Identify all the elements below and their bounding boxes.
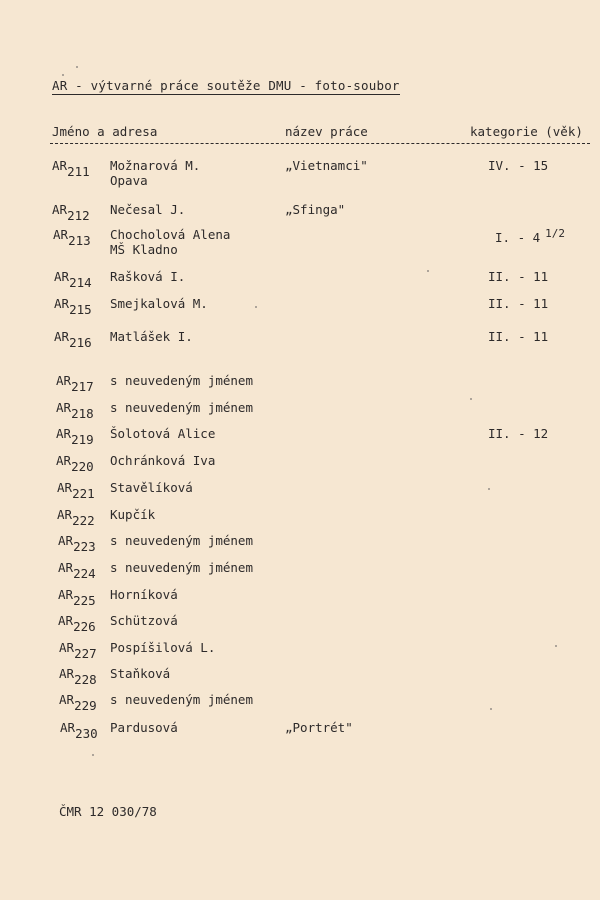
entry-name-block <box>110 373 253 388</box>
entry-code-number: 230 <box>75 726 98 741</box>
entry-code-number: 221 <box>72 486 95 501</box>
entry-code <box>54 329 92 350</box>
entry-category <box>488 329 548 344</box>
entry-code-prefix: AR <box>57 507 73 522</box>
entry-name: Horníková <box>110 587 178 602</box>
entry-code-number: 218 <box>71 406 94 421</box>
entry-name: Staňková <box>110 666 171 681</box>
entry-code-prefix: AR <box>59 692 75 707</box>
paper-speck <box>92 754 94 756</box>
entry-name-block <box>110 640 215 655</box>
entry-category-text: II. - 11 <box>488 296 549 311</box>
column-header-work: název práce <box>285 124 368 139</box>
document-title: AR - výtvarné práce soutěže DMU - foto-soubor <box>52 78 400 93</box>
entry-code <box>59 640 97 661</box>
entry-code-prefix: AR <box>58 613 74 628</box>
entry-code-number: 220 <box>71 459 94 474</box>
entry-code <box>58 613 96 634</box>
entry-code-prefix: AR <box>56 400 72 415</box>
entry-code <box>57 480 95 501</box>
footer-reference: ČMR 12 030/78 <box>59 804 157 819</box>
entry-category <box>495 227 565 245</box>
entry-category <box>488 269 548 284</box>
entry-name: Rašková I. <box>110 269 186 284</box>
entry-code-prefix: AR <box>59 640 75 655</box>
entry-name: s neuvedeným jménem <box>110 560 253 575</box>
entry-name: s neuvedeným jménem <box>110 373 253 388</box>
entry-code-number: 224 <box>73 566 96 581</box>
entry-name: Chocholová Alena <box>110 227 231 242</box>
entry-name-block <box>110 507 155 522</box>
entry-code-prefix: AR <box>52 158 68 173</box>
entry-code-number: 214 <box>69 275 92 290</box>
entry-code-number: 225 <box>73 593 96 608</box>
entry-name: Stavělíková <box>110 480 193 495</box>
entry-address: Opava <box>110 173 148 188</box>
entry-code-prefix: AR <box>60 720 76 735</box>
entry-code <box>53 227 91 248</box>
paper-speck <box>490 708 492 710</box>
entry-code-prefix: AR <box>54 269 70 284</box>
entry-name: Možnarová M. <box>110 158 201 173</box>
entry-code <box>58 533 96 554</box>
entry-code-prefix: AR <box>56 453 72 468</box>
paper-speck <box>555 645 557 647</box>
paper-speck <box>488 488 490 490</box>
entry-name: Šolotová Alice <box>110 426 216 441</box>
entry-category <box>488 158 548 173</box>
entry-code-number: 228 <box>74 672 97 687</box>
entry-name-block <box>110 269 185 284</box>
paper-speck <box>470 398 472 400</box>
entry-code <box>52 202 90 223</box>
entry-code <box>52 158 90 179</box>
entry-name-block <box>110 720 178 735</box>
entry-code-prefix: AR <box>59 666 75 681</box>
entry-code-prefix: AR <box>56 426 72 441</box>
entry-category-text: IV. - 15 <box>488 158 549 173</box>
entry-code <box>56 453 94 474</box>
entry-code <box>56 373 94 394</box>
entry-code-number: 222 <box>72 513 95 528</box>
entry-name-block <box>110 329 193 344</box>
entry-code-prefix: AR <box>58 587 74 602</box>
entry-name: Smejkalová M. <box>110 296 208 311</box>
entry-name-block <box>110 202 185 217</box>
entry-code-prefix: AR <box>54 329 70 344</box>
entry-code <box>57 507 95 528</box>
entry-code-prefix: AR <box>56 373 72 388</box>
entry-code-number: 211 <box>67 164 90 179</box>
entry-name-block <box>110 613 178 628</box>
entry-code-number: 212 <box>67 208 90 223</box>
entry-name: Schützová <box>110 613 178 628</box>
entry-code-number: 215 <box>69 302 92 317</box>
entry-name: s neuvedeným jménem <box>110 400 253 415</box>
entry-name: Kupčík <box>110 507 156 522</box>
entry-category <box>488 296 548 311</box>
entry-code <box>60 720 98 741</box>
column-header-category: kategorie (věk) <box>470 124 583 139</box>
entry-code <box>54 296 92 317</box>
entry-name: Nečesal J. <box>110 202 186 217</box>
entry-name-block <box>110 426 215 441</box>
entry-address: MŠ Kladno <box>110 242 178 257</box>
paper-speck <box>76 66 78 68</box>
entry-name: s neuvedeným jménem <box>110 692 253 707</box>
entry-code <box>56 400 94 421</box>
entry-name: Pospíšilová L. <box>110 640 216 655</box>
entry-code-number: 216 <box>69 335 92 350</box>
entry-name-block <box>110 533 253 548</box>
entry-code-prefix: AR <box>54 296 70 311</box>
entry-code-number: 227 <box>74 646 97 661</box>
entry-name-block <box>110 666 170 681</box>
entry-name-block <box>110 587 178 602</box>
entry-name: Matlášek I. <box>110 329 193 344</box>
entry-name: s neuvedeným jménem <box>110 533 253 548</box>
entry-name: Pardusová <box>110 720 178 735</box>
entry-name-block <box>110 692 253 707</box>
entry-category-text: II. - 12 <box>488 426 549 441</box>
entry-category-text: I. - 4 <box>495 230 541 245</box>
entry-code-prefix: AR <box>52 202 68 217</box>
entry-code <box>58 587 96 608</box>
entry-code <box>58 560 96 581</box>
entry-category <box>488 426 548 441</box>
entry-code-prefix: AR <box>57 480 73 495</box>
entry-code <box>54 269 92 290</box>
entry-category-fraction: 1/2 <box>545 227 566 240</box>
entry-code <box>56 426 94 447</box>
entry-code <box>59 692 97 713</box>
entry-code <box>59 666 97 687</box>
column-header-name: Jméno a adresa <box>52 124 158 139</box>
entry-name: Ochránková Iva <box>110 453 216 468</box>
paper-speck <box>255 306 257 308</box>
entry-code-prefix: AR <box>58 560 74 575</box>
entry-name-block <box>110 158 200 188</box>
entry-name-block <box>110 296 208 311</box>
entry-code-number: 223 <box>73 539 96 554</box>
entry-code-prefix: AR <box>53 227 69 242</box>
entry-name-block <box>110 560 253 575</box>
entry-code-number: 226 <box>73 619 96 634</box>
entry-code-number: 213 <box>68 233 91 248</box>
entry-name-block <box>110 480 193 495</box>
entry-name-block <box>110 453 215 468</box>
entry-code-number: 229 <box>74 698 97 713</box>
entry-work-title: „Portrét" <box>285 720 353 735</box>
header-rule <box>50 143 590 144</box>
entry-category-text: II. - 11 <box>488 329 549 344</box>
entry-category-text: II. - 11 <box>488 269 549 284</box>
paper-speck <box>427 270 429 272</box>
entry-code-prefix: AR <box>58 533 74 548</box>
entry-name-block <box>110 227 230 257</box>
entry-work-title: „Sfinga" <box>285 202 346 217</box>
entry-code-number: 219 <box>71 432 94 447</box>
paper-speck <box>62 74 64 76</box>
entry-name-block <box>110 400 253 415</box>
entry-work-title: „Vietnamci" <box>285 158 368 173</box>
entry-code-number: 217 <box>71 379 94 394</box>
